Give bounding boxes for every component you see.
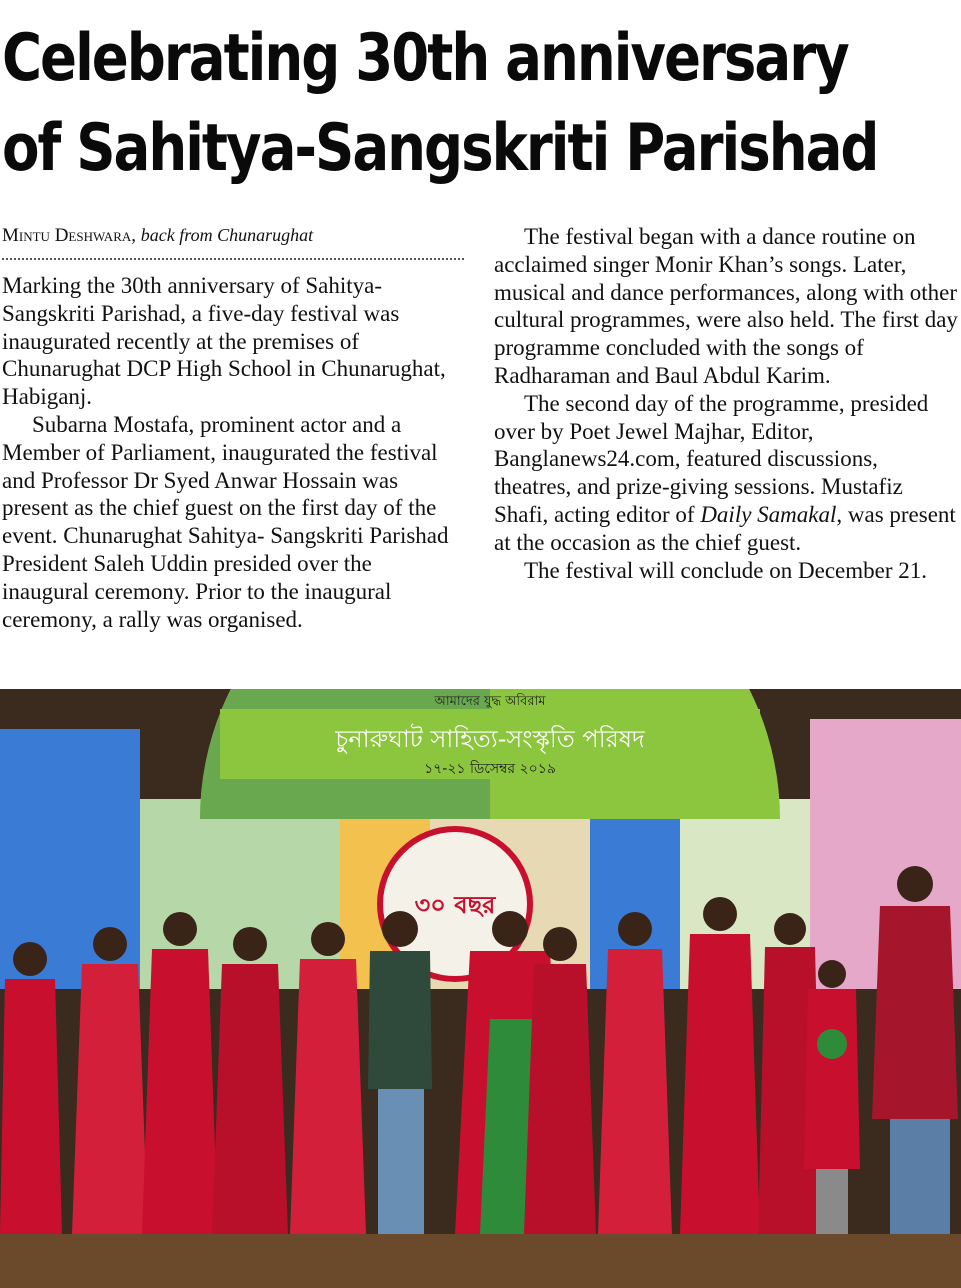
- byline-author: Mintu Deshwara,: [2, 225, 136, 246]
- performer: [142, 912, 218, 1234]
- performer: [290, 922, 366, 1234]
- paragraph-4-text-b: , was present at the occasion as the chief guest.: [494, 501, 956, 555]
- banner-dates: ১৭-২১ ডিসেম্বর ২০১৯: [424, 761, 556, 777]
- paragraph-2: Subarna Mostafa, prominent actor and a Member of Parliament, inaugurated the festival and Professor Dr Syed Anwar Hossain was present as the chief guest on the first day of the event. Chunarughat Sahitya- Sangskriti Parishad President Saleh Uddin presided over the inaugural ceremony. Prior to the inaugural ceremony, a rally was organised.: [2, 411, 449, 632]
- newspaper-name: Daily Samakal: [700, 501, 837, 527]
- byline-location: back from Chunarughat: [140, 225, 314, 245]
- stage-photo: [0, 689, 961, 1288]
- paragraph-3: The festival began with a dance routine on acclaimed singer Monir Khan’s songs. Later, musical and dance performances, along with other cultural programmes, were also held. The first day programme concluded with the songs of Radharaman and Baul Abdul Karim.: [494, 224, 958, 388]
- byline-divider: [2, 258, 464, 260]
- banner-top-text: আমাদের যুদ্ধ অবিরাম: [434, 694, 546, 709]
- paragraph-5: The festival will conclude on December 21.: [524, 557, 927, 583]
- byline: [2, 225, 464, 247]
- paragraph-4: [494, 390, 959, 557]
- stage-floor: [0, 1234, 961, 1288]
- performer: [524, 927, 596, 1234]
- headline: [2, 14, 878, 194]
- banner-title: চুনারুঘাট সাহিত্য-সংস্কৃতি পরিষদ: [335, 725, 645, 753]
- article-column-2: [494, 223, 959, 584]
- emblem-text: ৩০ বছর: [414, 891, 496, 919]
- performer: [0, 942, 62, 1234]
- paragraph-4-text-a: The second day of the programme, presided over by Poet Jewel Majhar, Editor, Banglanews24.com, featured discussions, theatres, and prize-giving sessions. Mustafiz Shafi, acting editor of: [494, 390, 929, 527]
- performer: [72, 927, 148, 1234]
- article-column-1: [2, 272, 464, 633]
- performer: [598, 912, 672, 1234]
- headline-line-1: Celebrating 30th anniversary: [2, 21, 848, 96]
- performer: [680, 897, 760, 1234]
- headline-line-2: of Sahitya-Sangskriti Parishad: [2, 111, 878, 186]
- paragraph-1: Marking the 30th anniversary of Sahitya-Sangskriti Parishad, a five-day festival was inaugurated recently at the premises of Chunarughat DCP High School in Chunarughat, Habiganj.: [2, 273, 446, 410]
- performer: [212, 927, 288, 1234]
